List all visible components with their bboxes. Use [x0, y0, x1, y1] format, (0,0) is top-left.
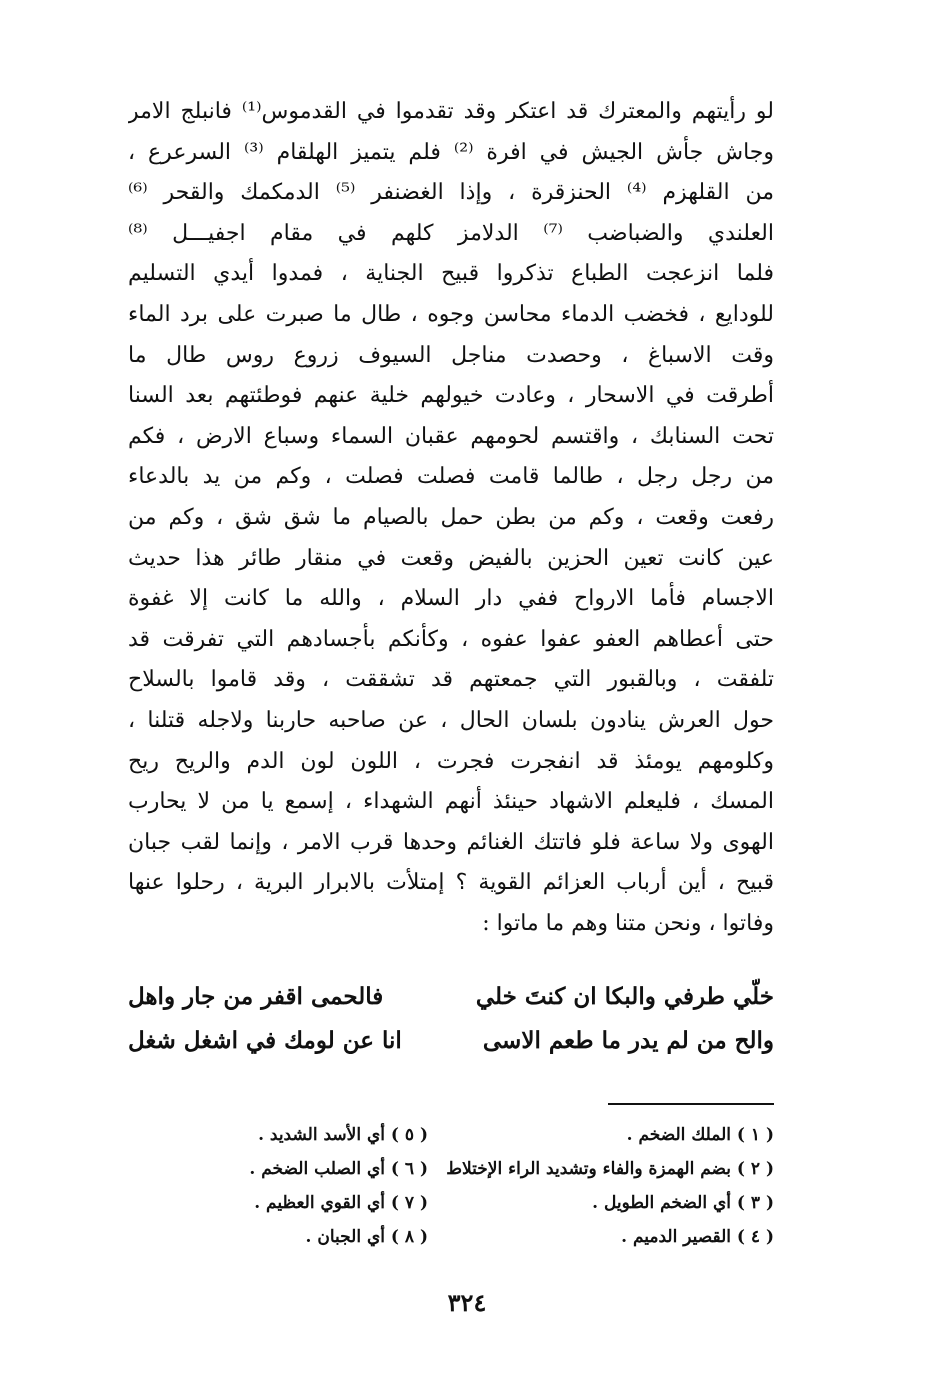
prose-line: أطرقت في الاسحار ، وعادت خيولهم خلية عنهم فوطئتهم بعد السنا: [128, 383, 774, 409]
verse-second-hemistich: فالحمى اقفر من جار واهل: [128, 983, 384, 1010]
footnote-7: ( ٧ ) أي القوي العظيم .: [254, 1193, 428, 1213]
footnote-4: ( ٤ ) القصير الدميم .: [621, 1227, 774, 1247]
verse-first-hemistich: خلّي طرفي والبكا ان كنتَ خلي: [475, 983, 774, 1010]
prose-line: من رجل رجل ، طالما قامت فصلت فصلت ، وكم من يد بالدعاء: [128, 464, 774, 490]
prose-line: الهوى ولا ساعة فلو فاتتك الغنائم وحدها قرب الامر ، وإنما لقب جبان: [128, 829, 774, 855]
prose-line: وقت الاسباغ ، وحصدت مناجل السيوف زروع روس طال ما: [128, 342, 774, 368]
prose-line: الاجسام فأما الارواح ففي دار السلام ، والله ما كانت إلا غفوة: [128, 586, 774, 612]
footnote-row: [180, 1118, 774, 1152]
prose-line: حتى أعطاهم العفو عفوا عفوه ، وكأنكم بأجسادهم التي تفرقت قد: [128, 626, 774, 652]
prose-line: المسك ، فليعلم الاشهاد حينئذ أنهم الشهداء ، إسمع يا من لا يحارب: [128, 789, 774, 815]
prose-line: تلفقت ، وبالقبور التي جمعتهم قد تشققت ، وقد قاموا بالسلاح: [128, 667, 774, 693]
prose-line: لو رأيتهم والمعترك قد اعتكر وقد تقدموا في القدموس⁽¹⁾ فانبلج الامر: [128, 99, 774, 124]
prose-line: وفاتوا ، ونحن متنا وهم ما ماتوا :: [482, 910, 774, 936]
prose-line: عين كانت تعين الحزين بالفيض وقعت في منقار طائر هذا حديث: [128, 545, 774, 571]
prose-line: وجاش جأش الجيش في افرة ⁽²⁾ فلم يتميز الهلقام ⁽³⁾ السرعرع ،: [128, 139, 774, 165]
footnote-divider: [608, 1103, 774, 1105]
verse-second-hemistich: انا عن لومك في اشغل شغل: [128, 1027, 402, 1054]
footnote-1: ( ١ ) الملك الضخم .: [626, 1125, 774, 1145]
footnote-5: ( ٥ ) أي الأسد الشديد .: [258, 1125, 428, 1145]
footnote-row: [180, 1186, 774, 1220]
prose-line: من القلهزم ⁽⁴⁾ الحنزقرة ، وإذا الغضنفر ⁽⁵⁾ الدمكمك والقحر ⁽⁶⁾: [128, 180, 774, 206]
verse-first-hemistich: والح من لم يدر ما طعم الاسى: [482, 1027, 774, 1054]
prose-block: [128, 92, 774, 944]
footnotes: [180, 1118, 774, 1254]
page-number: ٣٢٤: [447, 1288, 487, 1317]
footnote-row: [180, 1152, 774, 1186]
footnote-3: ( ٣ ) أي الضخم الطويل .: [592, 1193, 774, 1213]
prose-line: العلندي والضباضب ⁽⁷⁾ الدلامز كلهم في مقام اجفيـــل ⁽⁸⁾: [128, 220, 774, 246]
verse-line: [128, 1019, 774, 1063]
footnote-8: ( ٨ ) أي الجبان .: [305, 1227, 428, 1247]
footnote-row: [180, 1220, 774, 1254]
prose-line: تحت السنابك ، واقتسم لحومهم عقبان السماء وسباع الارض ، فكم: [128, 423, 774, 449]
prose-line: فلما انزعجت الطباع تذكروا قبيح الجناية ، فمدوا أيدي التسليم: [128, 261, 774, 287]
verse-line: [128, 975, 774, 1019]
prose-line: قبيح ، أين أرباب العزائم القوية ؟ إمتلأت بالابرار البرية ، رحلوا عنها: [128, 870, 774, 896]
prose-line: وكلومهم يومئذ قد انفجرت فجرت ، اللون لون الدم والريح ريح: [128, 748, 774, 774]
poem-verses: [128, 975, 774, 1063]
prose-line: رفعت وقعت ، وكم من بطن حمل بالصيام ما شق شق ، وكم من: [128, 504, 774, 530]
prose-line: للودايع ، فخضب الدماء محاسن وجوه ، طال ما صبرت على برد الماء: [128, 301, 774, 327]
prose-line: حول العرش ينادون بلسان الحال ، عن صاحبه حاربنا ولاجله قتلنا ،: [128, 707, 774, 733]
footnote-6: ( ٦ ) أي الصلب الضخم .: [249, 1159, 428, 1179]
footnote-2: ( ٢ ) بضم الهمزة والفاء وتشديد الراء الإختلاط: [446, 1159, 774, 1179]
